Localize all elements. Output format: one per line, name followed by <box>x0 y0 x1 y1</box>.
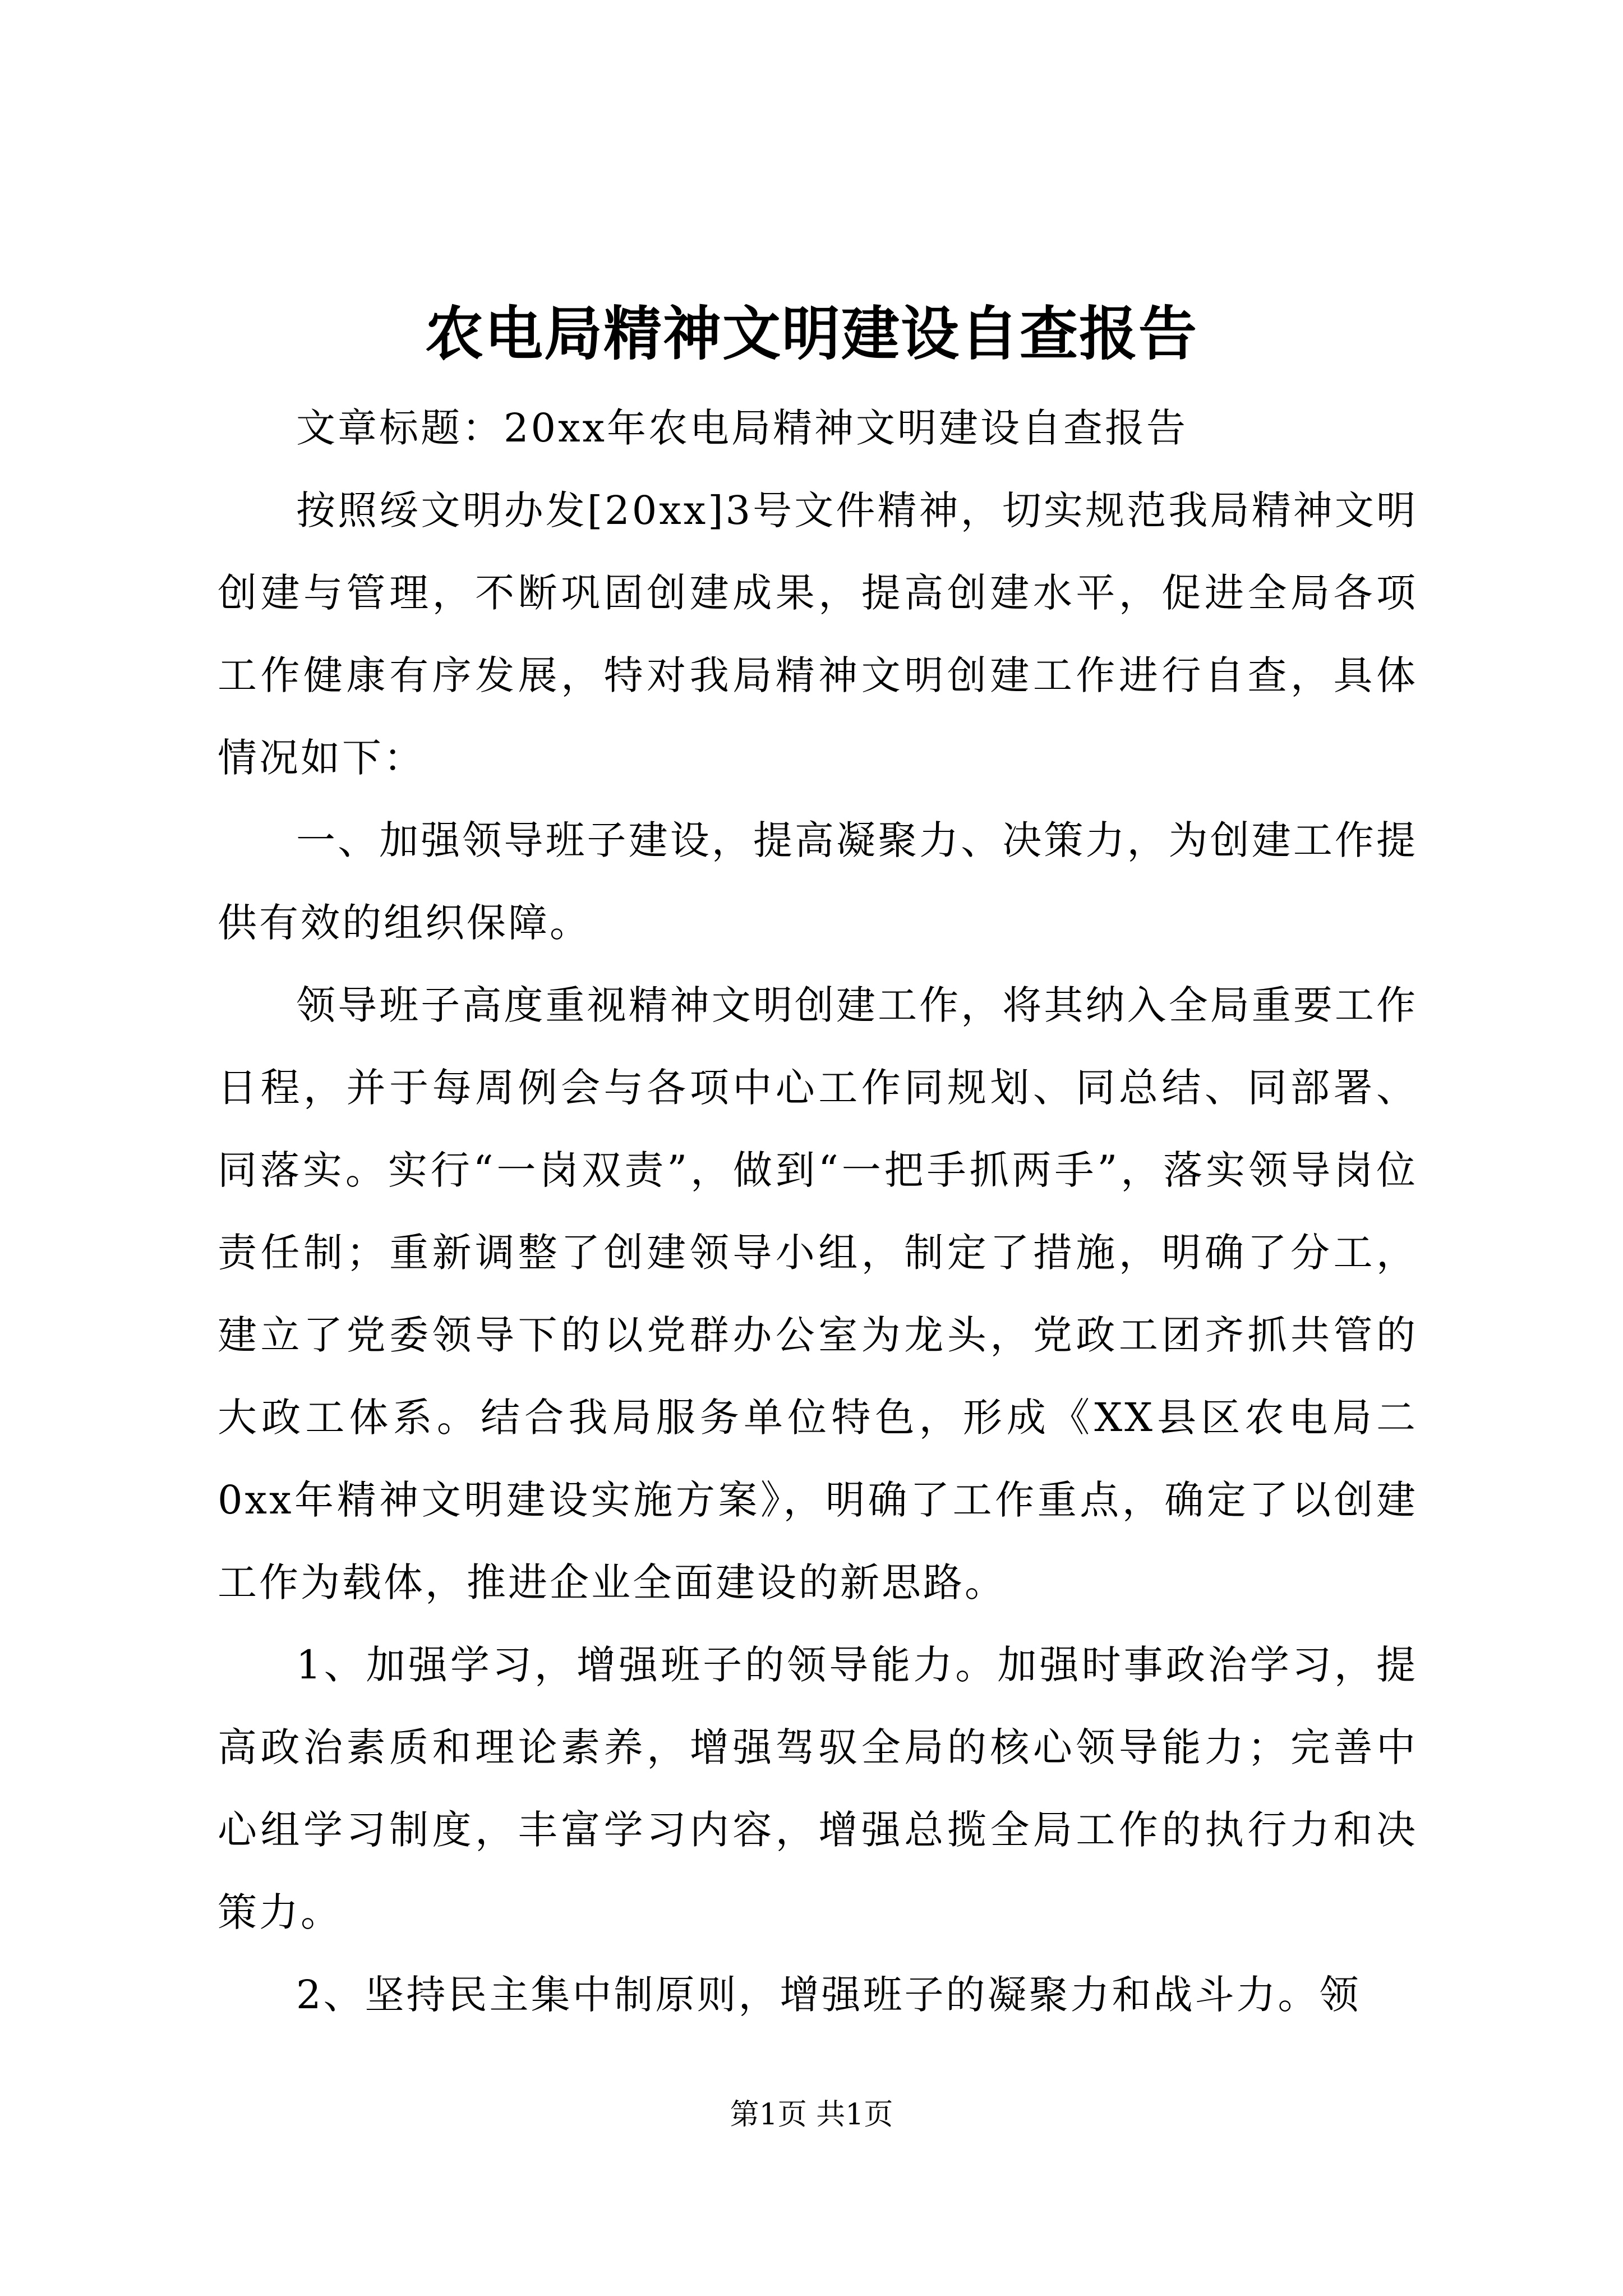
body-paragraph: 领导班子高度重视精神文明创建工作，将其纳入全局重要工作日程，并于每周例会与各项中心工作同规划、同总结、同部署、同落实。实行“一岗双责”，做到“一把手抓两手”，落实领导岗位责任制；重新调整了创建领导小组，制定了措施，明确了分工，建立了党委领导下的以党群办公室为龙头，党政工团齐抓共管的大政工体系。结合我局服务单位特色，形成《XX县区农电局二0xx年精神文明建设实施方案》，明确了工作重点，确定了以创建工作为载体，推进企业全面建设的新思路。 <box>218 982 1418 1605</box>
list-item-1: 1、加强学习，增强班子的领导能力。加强时事政治学习，提高政治素质和理论素养，增强驾驭全局的核心领导能力；完善中心组学习制度，丰富学习内容，增强总揽全局工作的执行力和决策力。 <box>218 1642 1418 1935</box>
list-item-2: 2、坚持民主集中制原则，增强班子的凝聚力和战斗力。领 <box>296 1972 1361 2018</box>
article-heading-line: 文章标题：20xx年农电局精神文明建设自查报告 <box>296 405 1188 451</box>
document-body <box>218 387 1418 2036</box>
page-footer: 第1页 共1页 <box>730 2098 893 2132</box>
document-title: 农电局精神文明建设自查报告 <box>425 299 1198 368</box>
intro-paragraph: 按照绥文明办发[20xx]3号文件精神，切实规范我局精神文明创建与管理，不断巩固创建成果，提高创建水平，促进全局各项工作健康有序发展，特对我局精神文明创建工作进行自查，具体情况如下： <box>218 487 1418 781</box>
section-heading-1: 一、加强领导班子建设，提高凝聚力、决策力，为创建工作提供有效的组织保障。 <box>218 817 1418 946</box>
